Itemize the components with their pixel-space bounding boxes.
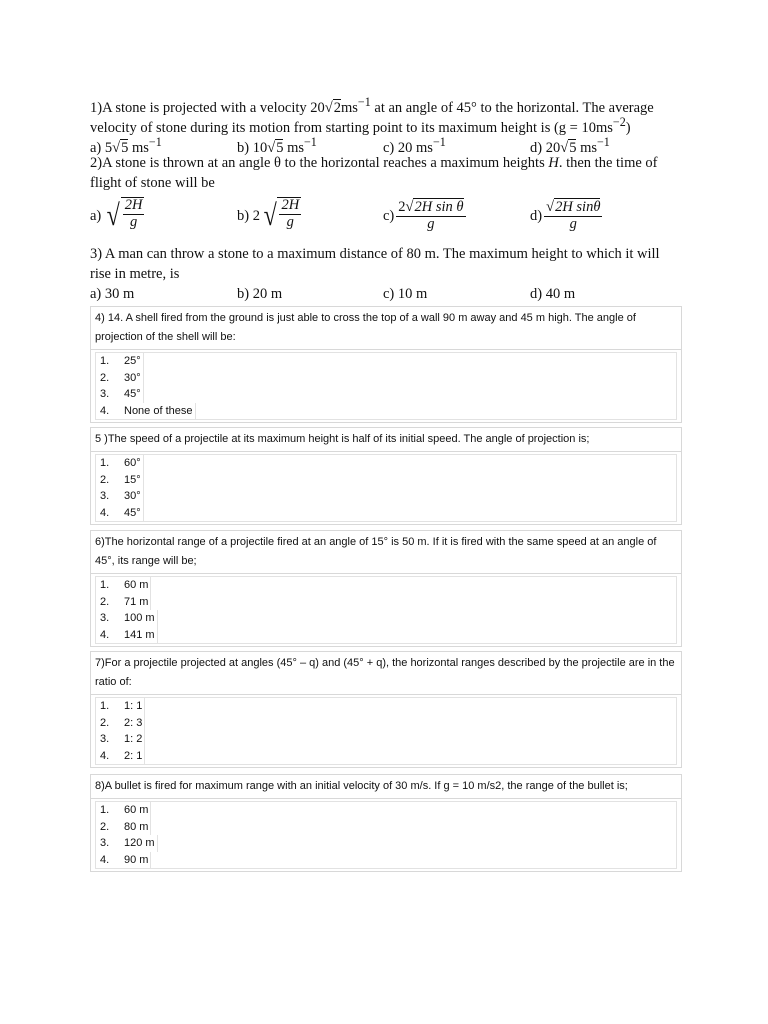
q1-option-a: a) 5√5 $ms^{-1}$ [90,135,162,156]
q3-line2: rise in metre, is [90,266,180,282]
list-item: 1. 60 m [96,577,676,594]
q2-option-a: a) √ $\frac{2H}{g}$ [90,197,144,235]
list-item: 2. 30° [96,370,676,387]
q3-option-b: b) 20 m [237,286,283,302]
list-item: 1. 60° [96,455,676,472]
question-box-4 [90,306,682,423]
question-box-7 [90,651,682,768]
list-item: 2. 71 m [96,594,676,611]
q1-sqrt: √2 [324,99,341,116]
q2-line1: 2)A stone is thrown at an angle θ to the horizontal reaches a maximum heights H. then the time of [90,155,658,171]
question-box-5 [90,427,682,525]
question-text: 8)A bullet is fired for maximum range with an initial velocity of 30 m/s. If g = 10 m/s2, the range of the bullet is; [91,775,681,799]
list-item: 3. 45° [96,386,676,403]
list-item: 1. 1: 1 [96,698,676,715]
q3-option-c: c) 10 m [383,286,428,302]
list-item: 2. 15° [96,472,676,489]
q2-b-sqrt: √ $\frac{2H}{g}$ [262,197,301,235]
option-list [95,454,677,522]
q1-line1: 1)A stone is projected with a velocity $20√2ms^{-1}$ at an angle of 45° to the horizontal. The average [90,95,654,116]
q2-option-d: d) $\frac{\text{√2H sinθ}}{g}$ [530,199,601,232]
q3-line1: 3) A man can throw a stone to a maximum distance of 80 m. The maximum height to which it will [90,246,660,262]
q2-option-b: b) 2 √ $\frac{2H}{g}$ [237,197,301,235]
list-item: 1. 25° [96,353,676,370]
list-item: 1. 60 m [96,802,676,819]
q1-line2: velocity of stone during its motion from starting point to its maximum height is $(g = 10ms^{-2})$ [90,115,631,136]
q2-a-sqrt: √ $\frac{2H}{g}$ [105,197,144,235]
list-item: 2. 80 m [96,819,676,836]
question-text: 7)For a projectile projected at angles (45° – q) and (45° + q), the horizontal ranges described by the projectile are in the ratio of: [91,652,681,695]
list-item: 3. 120 m [96,835,676,852]
question-box-6 [90,530,682,647]
option-list [95,576,677,644]
list-item: 3. 1: 2 [96,731,676,748]
option-list [95,352,677,420]
q2-option-c: c) $\frac{\text{2√2H sin θ}}{g}$ [383,199,464,232]
q1-option-d: d) 20√5 $ms^{-1}$ [530,135,610,156]
option-list [95,697,677,765]
q2-line2: flight of stone will be [90,175,215,191]
option-list [95,801,677,869]
q3-option-d: d) 40 m [530,286,576,302]
list-item: 4. 2: 1 [96,748,676,765]
q1-stem-text: 1)A stone is projected with a velocity 20 [90,99,325,116]
q1-option-b: b) 10√5 $ms^{-1}$ [237,135,317,156]
list-item: 2. 2: 3 [96,715,676,732]
list-item: 4. None of these [96,403,676,420]
question-text: 6)The horizontal range of a projectile fired at an angle of 15° is 50 m. If it is fired with the same speed at an angle of 45°, its range will be; [91,531,681,574]
q3-option-a: a) 30 m [90,286,135,302]
q1-option-c: c) 20 $ms^{-1}$ [383,135,446,156]
list-item: 3. 100 m [96,610,676,627]
list-item: 4. 141 m [96,627,676,644]
question-text: 5 )The speed of a projectile at its maximum height is half of its initial speed. The angle of projection is; [91,428,681,452]
list-item: 4. 90 m [96,852,676,869]
list-item: 4. 45° [96,505,676,522]
list-item: 3. 30° [96,488,676,505]
question-text: 4) 14. A shell fired from the ground is just able to cross the top of a wall 90 m away and 45 m high. The angle of projection of the shell will be: [91,307,681,350]
question-box-8 [90,774,682,872]
